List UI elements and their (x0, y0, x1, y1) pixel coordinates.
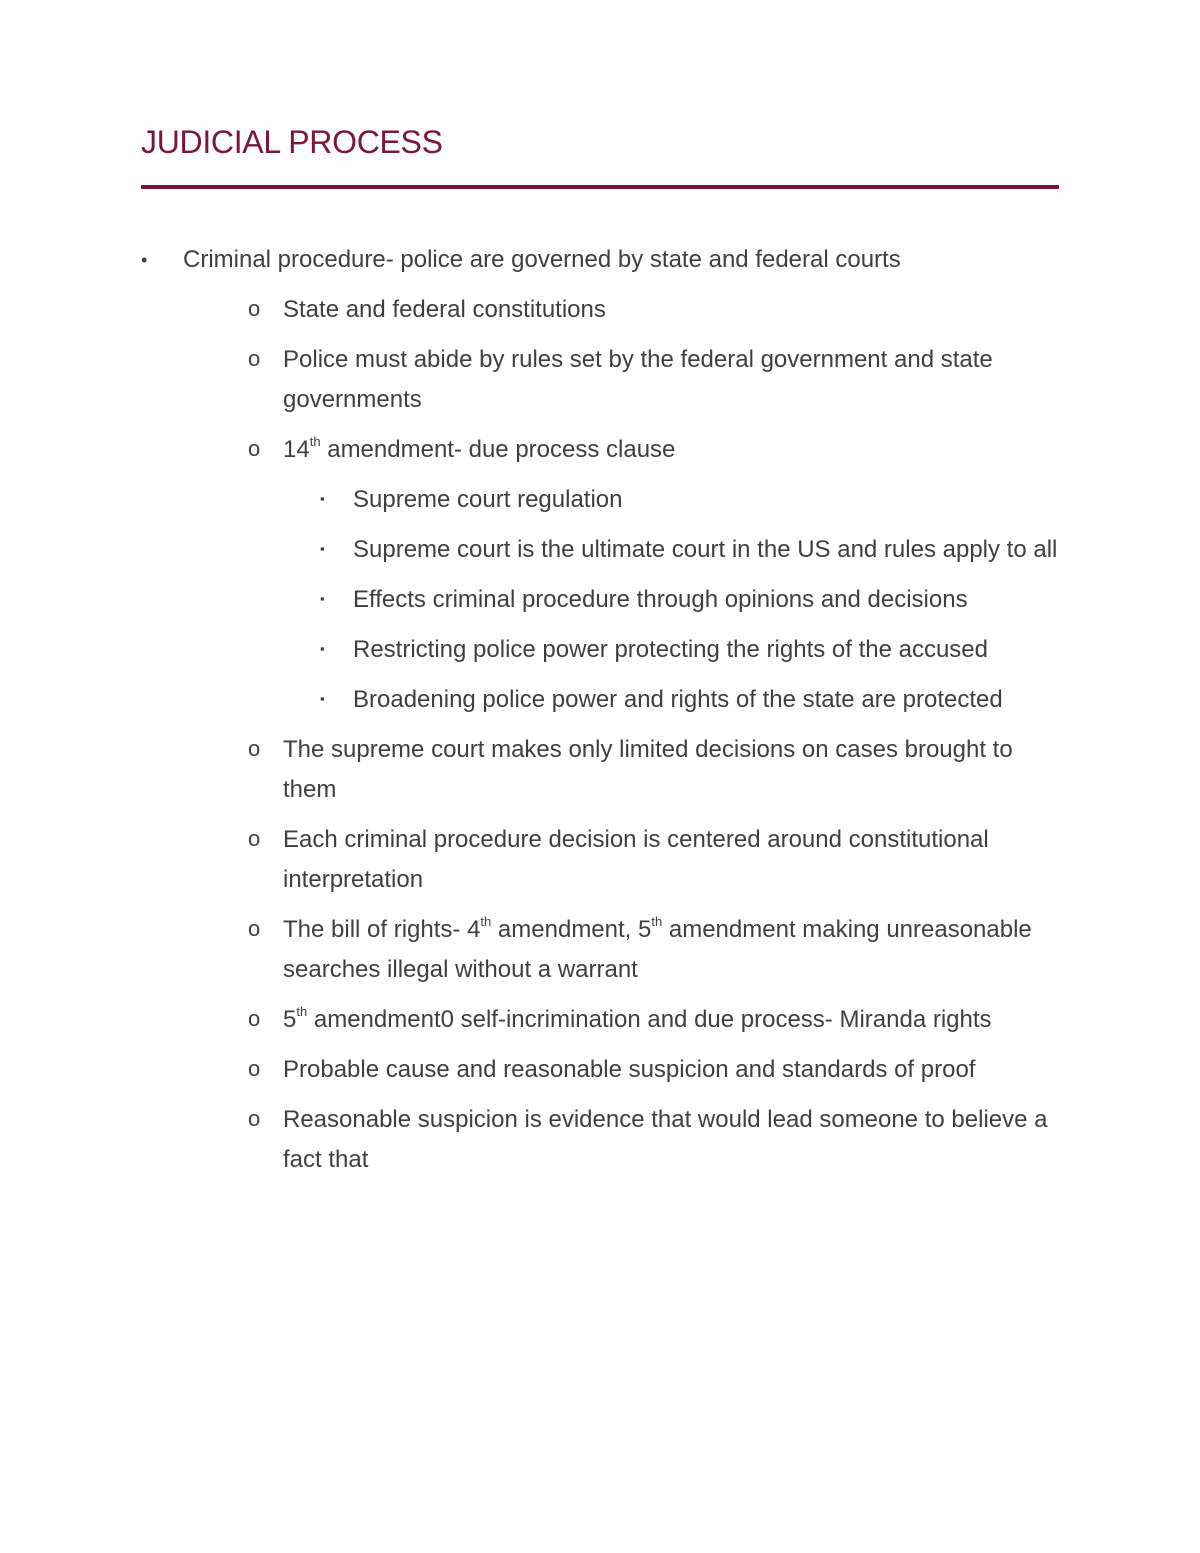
title-divider (141, 185, 1059, 189)
bullet-circle: o (248, 1106, 261, 1131)
text-run: amendment- due process clause (320, 436, 676, 463)
bullet-circle: o (248, 826, 261, 851)
bullet-square: ▪ (320, 591, 325, 606)
item-text (283, 436, 675, 463)
item-text (283, 916, 1032, 983)
list-item (141, 480, 1061, 520)
list-item (141, 340, 1061, 420)
text-run: The bill of rights- 4 (283, 916, 481, 943)
text-run: 5 (283, 1006, 297, 1033)
list-item (141, 1000, 1061, 1040)
item-text: Criminal procedure- police are governed by state and federal courts (183, 246, 901, 273)
item-text: Reasonable suspicion is evidence that would lead someone to believe a fact that (283, 1106, 1048, 1173)
list-item (141, 820, 1061, 900)
text-run: amendment, 5 (491, 916, 652, 943)
bullet-circle: o (248, 916, 261, 941)
bullet-square: ▪ (320, 491, 325, 506)
list-item (141, 730, 1061, 810)
item-text: Each criminal procedure decision is centered around constitutional interpretation (283, 826, 989, 893)
list-item (141, 910, 1061, 990)
bullet-circle: o (248, 1056, 261, 1081)
ordinal-suffix: th (296, 1004, 308, 1019)
ordinal-suffix: th (651, 914, 663, 929)
list-item (141, 530, 1061, 570)
bullet-square: ▪ (320, 541, 325, 556)
bullet-circle: o (248, 736, 261, 761)
list-item (141, 430, 1061, 470)
bullet-square: ▪ (320, 691, 325, 706)
bullet-circle: o (248, 346, 261, 371)
item-text: Probable cause and reasonable suspicion and standards of proof (283, 1056, 976, 1083)
item-text: Broadening police power and rights of the state are protected (353, 686, 1003, 713)
list-item (141, 630, 1061, 670)
bullet-circle: o (248, 296, 261, 321)
item-text: Restricting police power protecting the rights of the accused (353, 636, 989, 663)
bullet-disc: • (141, 250, 148, 270)
item-text: Supreme court is the ultimate court in the US and rules apply to all (353, 536, 1058, 563)
list-item (141, 580, 1061, 620)
text-run: 14 (283, 436, 310, 463)
text-run: amendment making unreasonable searches illegal without a warrant (283, 916, 1032, 983)
notes-outline (141, 240, 1061, 1190)
list-item (141, 1100, 1061, 1180)
bullet-circle: o (248, 1006, 261, 1031)
item-text: Effects criminal procedure through opinions and decisions (353, 586, 968, 613)
bullet-square: ▪ (320, 641, 325, 656)
ordinal-suffix: th (309, 434, 321, 449)
list-item (141, 1050, 1061, 1090)
bullet-circle: o (248, 436, 261, 461)
item-text (283, 1006, 992, 1033)
list-item (141, 680, 1061, 720)
item-text: Supreme court regulation (353, 486, 623, 513)
list-item (141, 240, 1061, 280)
list-item (141, 290, 1061, 330)
item-text: State and federal constitutions (283, 296, 606, 323)
text-run: amendment0 self-incrimination and due process- Miranda rights (307, 1006, 992, 1033)
item-text: Police must abide by rules set by the federal government and state governments (283, 346, 993, 413)
item-text: The supreme court makes only limited decisions on cases brought to them (283, 736, 1013, 803)
page-title: JUDICIAL PROCESS (141, 124, 443, 160)
ordinal-suffix: th (480, 914, 492, 929)
